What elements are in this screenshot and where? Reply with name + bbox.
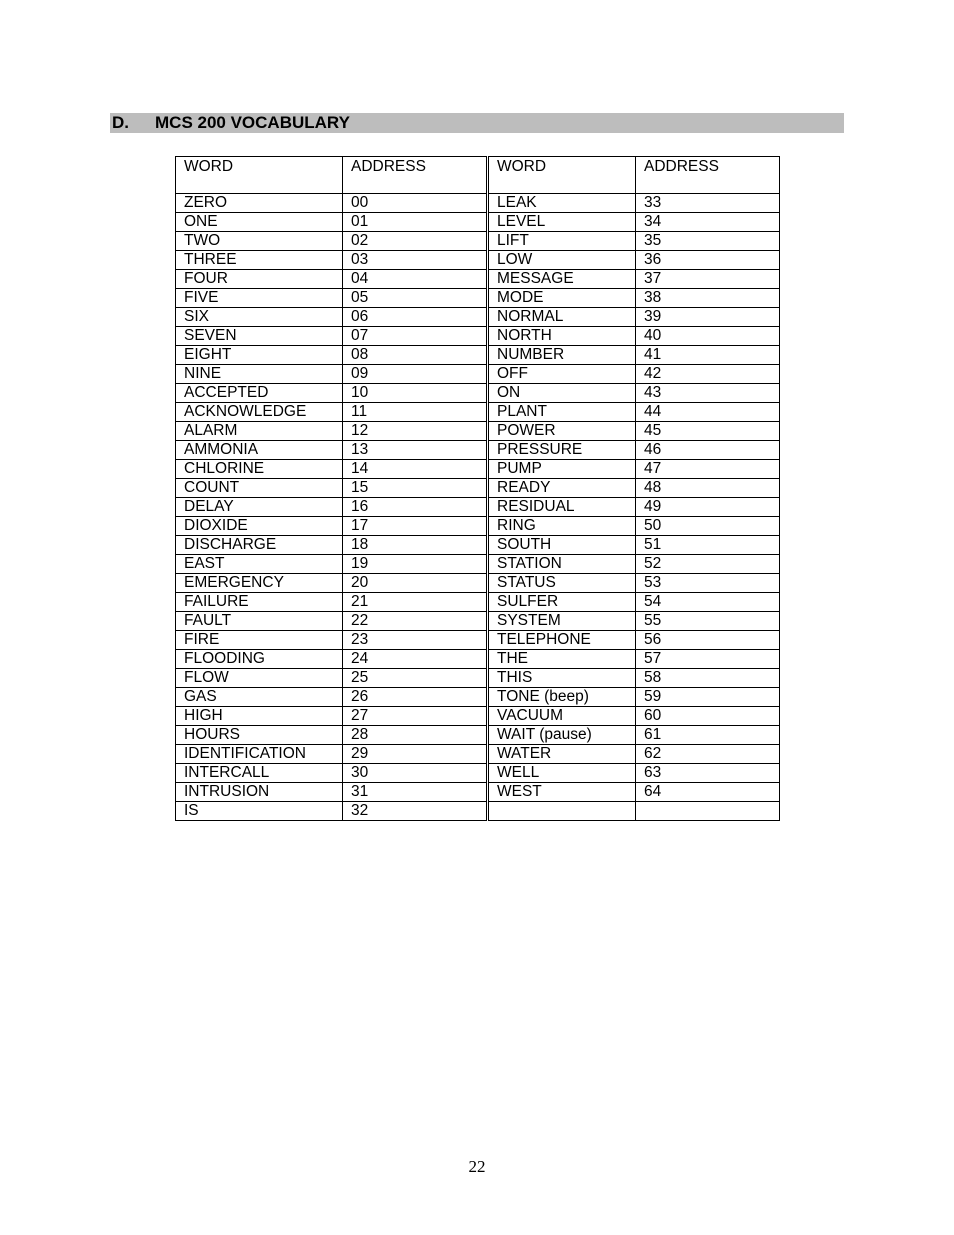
word-cell: NINE [176, 365, 343, 384]
word-cell: READY [488, 479, 636, 498]
address-cell: 57 [636, 650, 780, 669]
table-row [176, 327, 780, 346]
address-cell: 13 [343, 441, 488, 460]
address-cell: 44 [636, 403, 780, 422]
address-cell: 27 [343, 707, 488, 726]
table-row [176, 555, 780, 574]
word-cell: EIGHT [176, 346, 343, 365]
vocabulary-table [175, 156, 780, 821]
word-cell: SEVEN [176, 327, 343, 346]
address-cell: 01 [343, 213, 488, 232]
word-cell: GAS [176, 688, 343, 707]
word-cell: WATER [488, 745, 636, 764]
address-cell: 34 [636, 213, 780, 232]
word-cell: LEVEL [488, 213, 636, 232]
word-cell: IS [176, 802, 343, 821]
table-row [176, 308, 780, 327]
table-row [176, 270, 780, 289]
word-cell: FIRE [176, 631, 343, 650]
word-cell: THE [488, 650, 636, 669]
address-cell: 29 [343, 745, 488, 764]
word-cell: RING [488, 517, 636, 536]
word-cell: FLOODING [176, 650, 343, 669]
table-row [176, 498, 780, 517]
word-cell: PLANT [488, 403, 636, 422]
word-cell: IDENTIFICATION [176, 745, 343, 764]
address-cell: 53 [636, 574, 780, 593]
address-cell: 39 [636, 308, 780, 327]
table-row [176, 289, 780, 308]
table-row [176, 479, 780, 498]
table-row [176, 745, 780, 764]
word-cell: TWO [176, 232, 343, 251]
table-row [176, 213, 780, 232]
address-cell: 11 [343, 403, 488, 422]
address-cell: 31 [343, 783, 488, 802]
table-row [176, 593, 780, 612]
table-row [176, 612, 780, 631]
address-cell: 38 [636, 289, 780, 308]
word-cell: SIX [176, 308, 343, 327]
address-cell: 48 [636, 479, 780, 498]
address-cell: 05 [343, 289, 488, 308]
table-row [176, 365, 780, 384]
table-header-row [176, 157, 780, 194]
word-cell: SULFER [488, 593, 636, 612]
word-cell: TONE (beep) [488, 688, 636, 707]
table-row [176, 460, 780, 479]
word-cell: STATUS [488, 574, 636, 593]
address-cell: 33 [636, 194, 780, 213]
word-cell: WAIT (pause) [488, 726, 636, 745]
address-cell: 10 [343, 384, 488, 403]
word-cell: AMMONIA [176, 441, 343, 460]
table-row [176, 194, 780, 213]
word-cell: DIOXIDE [176, 517, 343, 536]
address-cell: 45 [636, 422, 780, 441]
address-cell: 16 [343, 498, 488, 517]
table-row [176, 517, 780, 536]
table-row [176, 688, 780, 707]
header-address-1: ADDRESS [343, 157, 488, 194]
word-cell: DISCHARGE [176, 536, 343, 555]
word-cell: CHLORINE [176, 460, 343, 479]
address-cell: 06 [343, 308, 488, 327]
section-heading [110, 113, 844, 133]
table-row [176, 384, 780, 403]
word-cell: SYSTEM [488, 612, 636, 631]
address-cell: 32 [343, 802, 488, 821]
word-cell: LIFT [488, 232, 636, 251]
address-cell: 07 [343, 327, 488, 346]
word-cell: LEAK [488, 194, 636, 213]
table-row [176, 707, 780, 726]
address-cell: 04 [343, 270, 488, 289]
address-cell: 63 [636, 764, 780, 783]
word-cell: NORTH [488, 327, 636, 346]
address-cell: 08 [343, 346, 488, 365]
word-cell: FAILURE [176, 593, 343, 612]
table-row [176, 422, 780, 441]
word-cell: WELL [488, 764, 636, 783]
address-cell: 28 [343, 726, 488, 745]
word-cell: ACKNOWLEDGE [176, 403, 343, 422]
word-cell: LOW [488, 251, 636, 270]
word-cell: MODE [488, 289, 636, 308]
address-cell: 22 [343, 612, 488, 631]
address-cell: 37 [636, 270, 780, 289]
address-cell: 17 [343, 517, 488, 536]
address-cell: 00 [343, 194, 488, 213]
header-word-2: WORD [488, 157, 636, 194]
section-letter: D. [112, 113, 129, 132]
address-cell: 41 [636, 346, 780, 365]
word-cell: ACCEPTED [176, 384, 343, 403]
address-cell: 24 [343, 650, 488, 669]
address-cell: 23 [343, 631, 488, 650]
word-cell: PUMP [488, 460, 636, 479]
word-cell: ALARM [176, 422, 343, 441]
address-cell: 14 [343, 460, 488, 479]
word-cell: ONE [176, 213, 343, 232]
address-cell: 19 [343, 555, 488, 574]
word-cell: THREE [176, 251, 343, 270]
word-cell: FLOW [176, 669, 343, 688]
word-cell: HIGH [176, 707, 343, 726]
table-row [176, 441, 780, 460]
address-cell: 35 [636, 232, 780, 251]
address-cell: 60 [636, 707, 780, 726]
word-cell: EMERGENCY [176, 574, 343, 593]
table-row [176, 783, 780, 802]
word-cell: NUMBER [488, 346, 636, 365]
page-number: 22 [468, 1157, 486, 1176]
address-cell: 50 [636, 517, 780, 536]
address-cell: 58 [636, 669, 780, 688]
word-cell: SOUTH [488, 536, 636, 555]
address-cell: 54 [636, 593, 780, 612]
address-cell: 43 [636, 384, 780, 403]
word-cell: DELAY [176, 498, 343, 517]
section-title: MCS 200 VOCABULARY [155, 113, 350, 132]
address-cell: 26 [343, 688, 488, 707]
address-cell: 56 [636, 631, 780, 650]
word-cell: VACUUM [488, 707, 636, 726]
header-address-2: ADDRESS [636, 157, 780, 194]
word-cell: MESSAGE [488, 270, 636, 289]
table-row [176, 764, 780, 783]
table-row [176, 802, 780, 821]
address-cell: 40 [636, 327, 780, 346]
word-cell: NORMAL [488, 308, 636, 327]
address-cell: 52 [636, 555, 780, 574]
address-cell: 12 [343, 422, 488, 441]
address-cell: 46 [636, 441, 780, 460]
table-row [176, 669, 780, 688]
address-cell: 25 [343, 669, 488, 688]
word-cell: PRESSURE [488, 441, 636, 460]
table-row [176, 536, 780, 555]
table-row [176, 574, 780, 593]
word-cell: ON [488, 384, 636, 403]
word-cell: INTERCALL [176, 764, 343, 783]
address-cell [636, 802, 780, 821]
word-cell: FIVE [176, 289, 343, 308]
word-cell: RESIDUAL [488, 498, 636, 517]
table-row [176, 346, 780, 365]
address-cell: 42 [636, 365, 780, 384]
header-word-1: WORD [176, 157, 343, 194]
word-cell: TELEPHONE [488, 631, 636, 650]
word-cell: INTRUSION [176, 783, 343, 802]
address-cell: 64 [636, 783, 780, 802]
table-row [176, 403, 780, 422]
address-cell: 55 [636, 612, 780, 631]
address-cell: 20 [343, 574, 488, 593]
address-cell: 62 [636, 745, 780, 764]
address-cell: 02 [343, 232, 488, 251]
table-row [176, 726, 780, 745]
table-row [176, 232, 780, 251]
word-cell: FAULT [176, 612, 343, 631]
word-cell: COUNT [176, 479, 343, 498]
address-cell: 36 [636, 251, 780, 270]
address-cell: 09 [343, 365, 488, 384]
table-row [176, 650, 780, 669]
word-cell: FOUR [176, 270, 343, 289]
address-cell: 15 [343, 479, 488, 498]
word-cell: ZERO [176, 194, 343, 213]
word-cell: OFF [488, 365, 636, 384]
address-cell: 47 [636, 460, 780, 479]
word-cell: STATION [488, 555, 636, 574]
word-cell: THIS [488, 669, 636, 688]
address-cell: 18 [343, 536, 488, 555]
address-cell: 61 [636, 726, 780, 745]
table-row [176, 631, 780, 650]
address-cell: 49 [636, 498, 780, 517]
address-cell: 21 [343, 593, 488, 612]
address-cell: 59 [636, 688, 780, 707]
table-row [176, 251, 780, 270]
word-cell: POWER [488, 422, 636, 441]
address-cell: 51 [636, 536, 780, 555]
word-cell: EAST [176, 555, 343, 574]
word-cell: WEST [488, 783, 636, 802]
address-cell: 30 [343, 764, 488, 783]
address-cell: 03 [343, 251, 488, 270]
word-cell [488, 802, 636, 821]
word-cell: HOURS [176, 726, 343, 745]
